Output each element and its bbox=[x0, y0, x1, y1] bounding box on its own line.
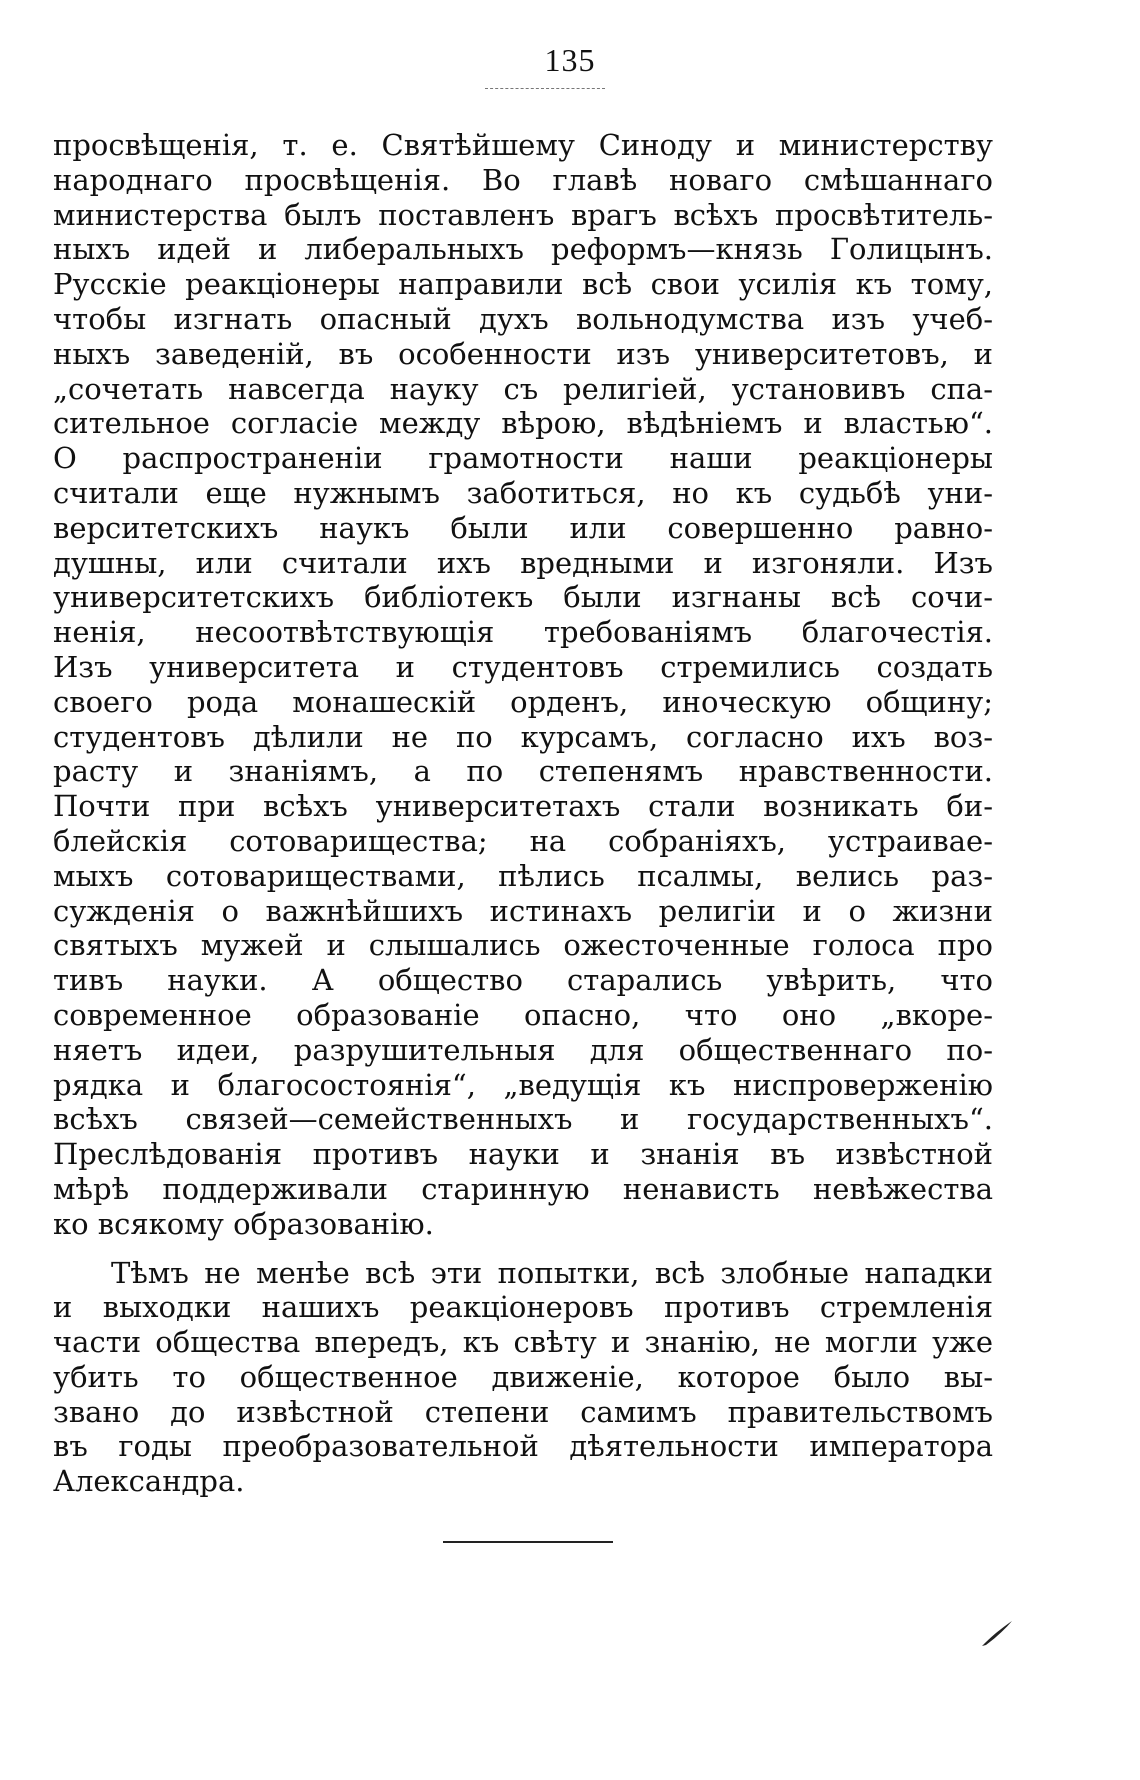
text-line: своего рода монашескій орденъ, иноческую общину; bbox=[53, 684, 993, 719]
text-line: О распространеніи грамотности наши реакціонеры bbox=[53, 441, 993, 476]
text-line: Александра. bbox=[53, 1464, 245, 1499]
paragraph-gap bbox=[53, 1242, 993, 1256]
text-line: мыхъ сотовариществами, пѣлись псалмы, велись раз- bbox=[53, 858, 993, 893]
text-line: Русскіе реакціонеры направили всѣ свои усилія къ тому, bbox=[53, 267, 993, 302]
text-line: Почти при всѣхъ университетахъ стали возникать би- bbox=[53, 789, 993, 824]
text-line: сительное согласіе между вѣрою, вѣдѣніемъ и властью“. bbox=[53, 406, 993, 441]
text-line: святыхъ мужей и слышались ожесточенные голоса про bbox=[53, 928, 993, 963]
text-line: верситетскихъ наукъ были или совершенно равно- bbox=[53, 510, 993, 545]
text-line: ко всякому образованію. bbox=[53, 1206, 434, 1241]
text-line: Преслѣдованія противъ науки и знанія въ извѣстной bbox=[53, 1137, 993, 1172]
text-line: современное образованіе опасно, что оно „вкоре- bbox=[53, 997, 993, 1032]
text-line: и выходки нашихъ реакціонеровъ противъ стремленія bbox=[53, 1290, 993, 1325]
text-line: всѣхъ связей—семейственныхъ и государственныхъ“. bbox=[53, 1102, 993, 1137]
body-text bbox=[53, 128, 993, 1499]
text-line: студентовъ дѣлили не по курсамъ, согласно ихъ воз- bbox=[53, 719, 993, 754]
paragraph-2 bbox=[53, 1256, 993, 1500]
text-line: просвѣщенія, т. е. Святѣйшему Синоду и министерству bbox=[53, 128, 993, 162]
paragraph-1 bbox=[53, 128, 993, 1242]
text-line: министерства былъ поставленъ врагъ всѣхъ просвѣтитель- bbox=[53, 197, 993, 232]
text-line: тивъ науки. А общество старались увѣрить, что bbox=[53, 963, 993, 998]
text-line: народнаго просвѣщенія. Во главѣ новаго смѣшаннаго bbox=[53, 162, 993, 197]
text-line: университетскихъ библіотекъ были изгнаны всѣ сочи- bbox=[53, 580, 993, 615]
text-line: Изъ университета и студентовъ стремились создать bbox=[53, 649, 993, 684]
text-line: звано до извѣстной степени самимъ правительствомъ bbox=[53, 1394, 993, 1429]
text-line: ныхъ идей и либеральныхъ реформъ—князь Голицынъ. bbox=[53, 232, 993, 267]
text-line: сужденія о важнѣйшихъ истинахъ религіи и о жизни bbox=[53, 893, 993, 928]
text-line: въ годы преобразовательной дѣятельности императора bbox=[53, 1429, 993, 1464]
text-line: убить то общественное движеніе, которое было вы- bbox=[53, 1359, 993, 1394]
text-line: мѣрѣ поддерживали старинную ненависть невѣжества bbox=[53, 1171, 993, 1206]
text-line: „сочетать навсегда науку съ религіей, установивъ спа- bbox=[53, 371, 993, 406]
header-rule bbox=[485, 88, 605, 89]
text-line: Тѣмъ не менѣе всѣ эти попытки, всѣ злобные нападки bbox=[111, 1255, 993, 1290]
text-line: расту и знаніямъ, а по степенямъ нравственности. bbox=[53, 754, 993, 789]
closing-rule bbox=[443, 1541, 613, 1543]
text-line: ныхъ заведеній, въ особенности изъ университетовъ, и bbox=[53, 336, 993, 371]
pen-mark-icon bbox=[980, 1618, 1014, 1648]
page-number: 135 bbox=[544, 42, 596, 78]
text-line: няетъ идеи, разрушительныя для общественнаго по- bbox=[53, 1032, 993, 1067]
text-line: считали еще нужнымъ заботиться, но къ судьбѣ уни- bbox=[53, 475, 993, 510]
text-line: душны, или считали ихъ вредными и изгоняли. Изъ bbox=[53, 545, 993, 580]
text-line: блейскія сотоварищества; на собраніяхъ, устраивае- bbox=[53, 823, 993, 858]
text-line: чтобы изгнать опасный духъ вольнодумства изъ учеб- bbox=[53, 301, 993, 336]
text-line: части общества впередъ, къ свѣту и знанію, не могли уже bbox=[53, 1325, 993, 1360]
text-line: ненія, несоотвѣтствующія требованіямъ благочестія. bbox=[53, 615, 993, 650]
text-line: рядка и благосостоянія“, „ведущія къ ниспроверженію bbox=[53, 1067, 993, 1102]
